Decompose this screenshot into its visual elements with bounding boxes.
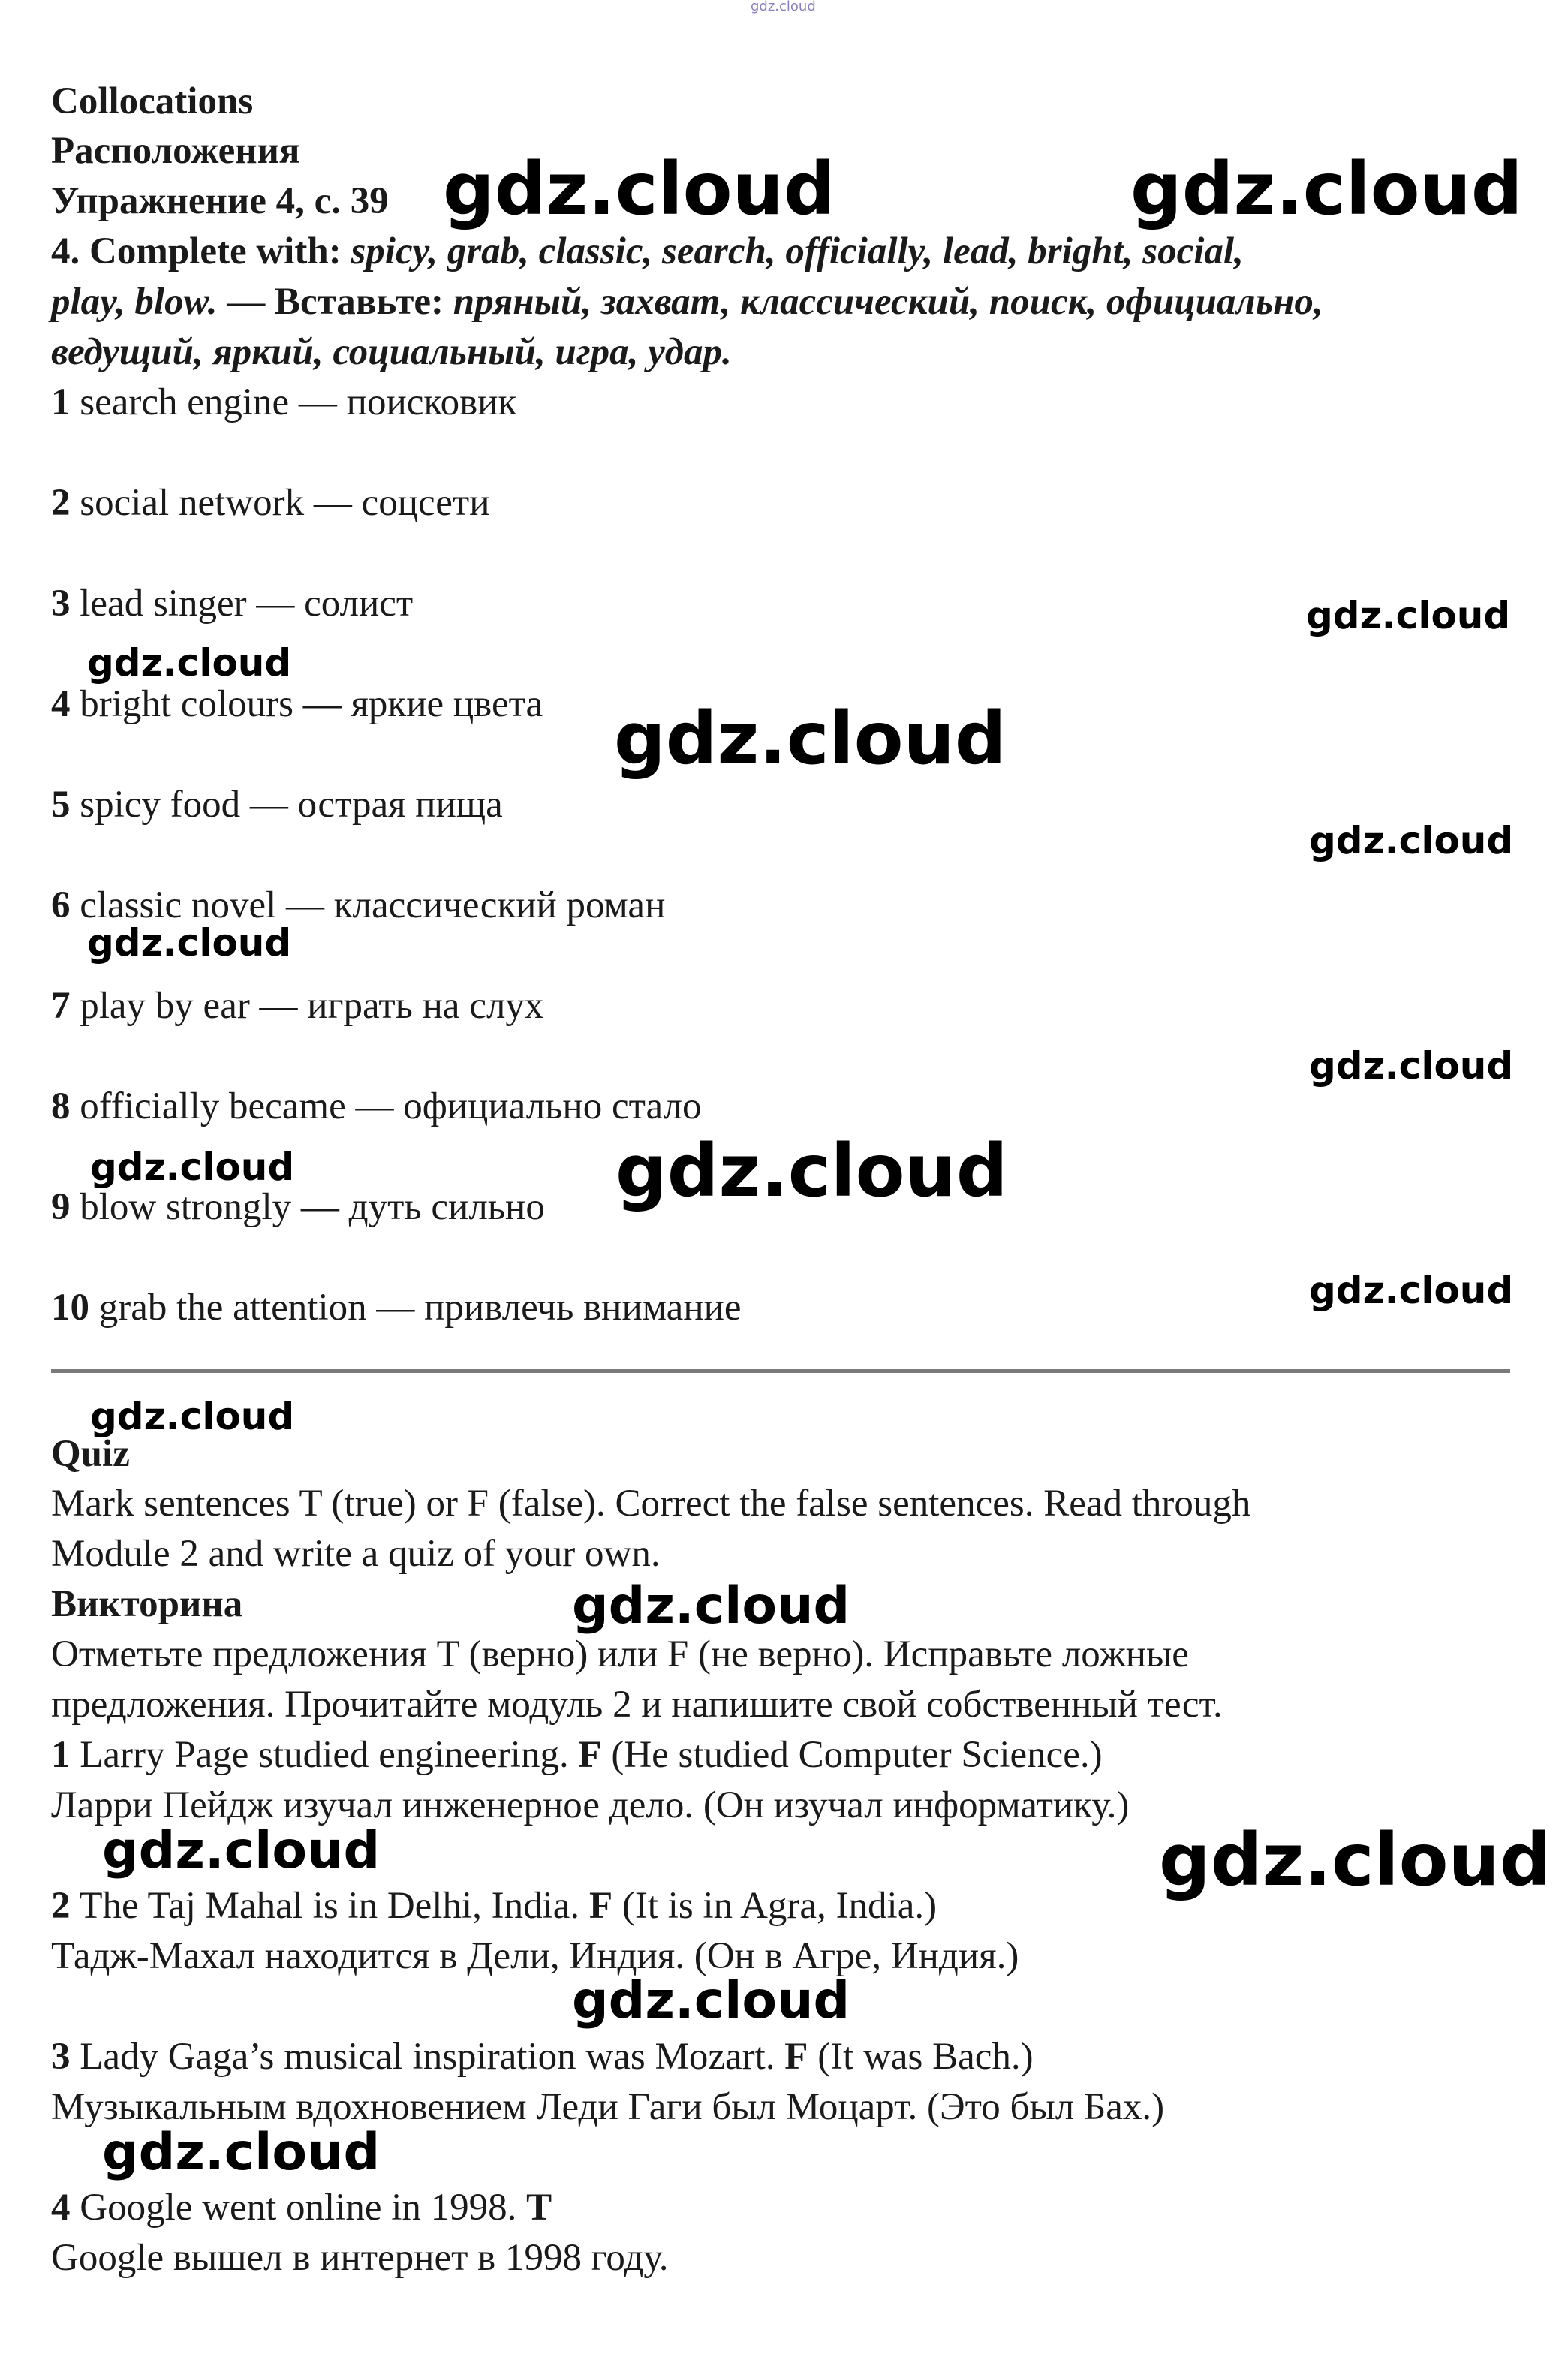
quiz-item: 3 Lady Gaga’s musical inspiration was Mozart. F (It was Bach.)	[51, 2036, 1034, 2078]
watermark: gdz.cloud	[1309, 1269, 1514, 1312]
list-item: 6 classic novel — классический роман	[51, 884, 666, 926]
list-item: 5 spicy food — острая пища	[51, 784, 503, 826]
watermark: gdz.cloud	[614, 697, 1007, 781]
watermark: gdz.cloud	[572, 1576, 850, 1636]
quiz-title-en: Quiz	[51, 1433, 130, 1475]
watermark: gdz.cloud	[90, 1145, 295, 1189]
instruction-words-en-b: play, blow.	[51, 281, 218, 323]
divider	[51, 1369, 1510, 1373]
watermark: gdz.cloud	[615, 1129, 1008, 1213]
instruction-words-ru: пряный, захват, классический, поиск, официально,	[453, 281, 1323, 323]
instruction-dash-ru: — Вставьте:	[227, 281, 444, 323]
quiz-title-ru: Викторина	[51, 1583, 243, 1625]
watermark: gdz.cloud	[1130, 147, 1523, 231]
watermark: gdz.cloud	[1306, 594, 1511, 637]
watermark: gdz.cloud	[87, 921, 292, 965]
instruction-lead: 4. Complete with:	[51, 230, 342, 272]
watermark: gdz.cloud	[443, 147, 835, 231]
watermark: gdz.cloud	[1309, 819, 1514, 862]
list-item: 10 grab the attention — привлечь внимание	[51, 1287, 742, 1329]
instruction-line-3: ведущий, яркий, социальный, игра, удар.	[51, 331, 732, 373]
list-item: 3 lead singer — солист	[51, 582, 414, 625]
watermark: gdz.cloud	[90, 1395, 295, 1438]
list-item: 7 play by ear — играть на слух	[51, 985, 544, 1027]
instruction-line-1	[51, 227, 1244, 276]
quiz-desc-en: Module 2 and write a quiz of your own.	[51, 1533, 661, 1575]
instruction-words-en: spicy, grab, classic, search, officially, lead, bright, social,	[351, 230, 1244, 272]
quiz-translation: Google вышел в интернет в 1998 году.	[51, 2237, 669, 2279]
watermark: gdz.cloud	[102, 2123, 381, 2182]
watermark: gdz.cloud	[1159, 1818, 1551, 1902]
quiz-desc-en: Mark sentences T (true) or F (false). Correct the false sentences. Read through	[51, 1483, 1251, 1525]
watermark: gdz.cloud	[751, 0, 816, 14]
quiz-item: 1 Larry Page studied engineering. F (He studied Computer Science.)	[51, 1734, 1103, 1776]
watermark: gdz.cloud	[102, 1821, 381, 1880]
quiz-item: 4 Google went online in 1998. T	[51, 2187, 552, 2229]
list-item: 9 blow strongly — дуть сильно	[51, 1186, 545, 1228]
exercise-ref: Упражнение 4, с. 39	[51, 180, 389, 222]
section-title-en: Collocations	[51, 80, 254, 122]
quiz-desc-ru: предложения. Прочитайте модуль 2 и напишите свой собственный тест.	[51, 1684, 1223, 1726]
section-title-ru: Расположения	[51, 130, 300, 172]
quiz-desc-ru: Отметьте предложения T (верно) или F (не верно). Исправьте ложные	[51, 1633, 1189, 1675]
instruction-line-2	[51, 277, 1323, 327]
list-item: 1 search engine — поисковик	[51, 381, 517, 423]
list-item: 8 officially became — официально стало	[51, 1085, 702, 1127]
quiz-item: 2 The Taj Mahal is in Delhi, India. F (It is in Agra, India.)	[51, 1885, 937, 1927]
watermark: gdz.cloud	[1309, 1044, 1514, 1088]
list-item: 4 bright colours — яркие цвета	[51, 683, 543, 725]
watermark: gdz.cloud	[87, 641, 292, 685]
quiz-translation: Тадж-Махал находится в Дели, Индия. (Он в Агре, Индия.)	[51, 1935, 1019, 1977]
list-item: 2 social network — соцсети	[51, 482, 490, 524]
quiz-translation: Музыкальным вдохновением Леди Гаги был Моцарт. (Это был Бах.)	[51, 2086, 1165, 2128]
quiz-translation: Ларри Пейдж изучал инженерное дело. (Он изучал информатику.)	[51, 1784, 1130, 1826]
watermark: gdz.cloud	[572, 1971, 850, 2030]
